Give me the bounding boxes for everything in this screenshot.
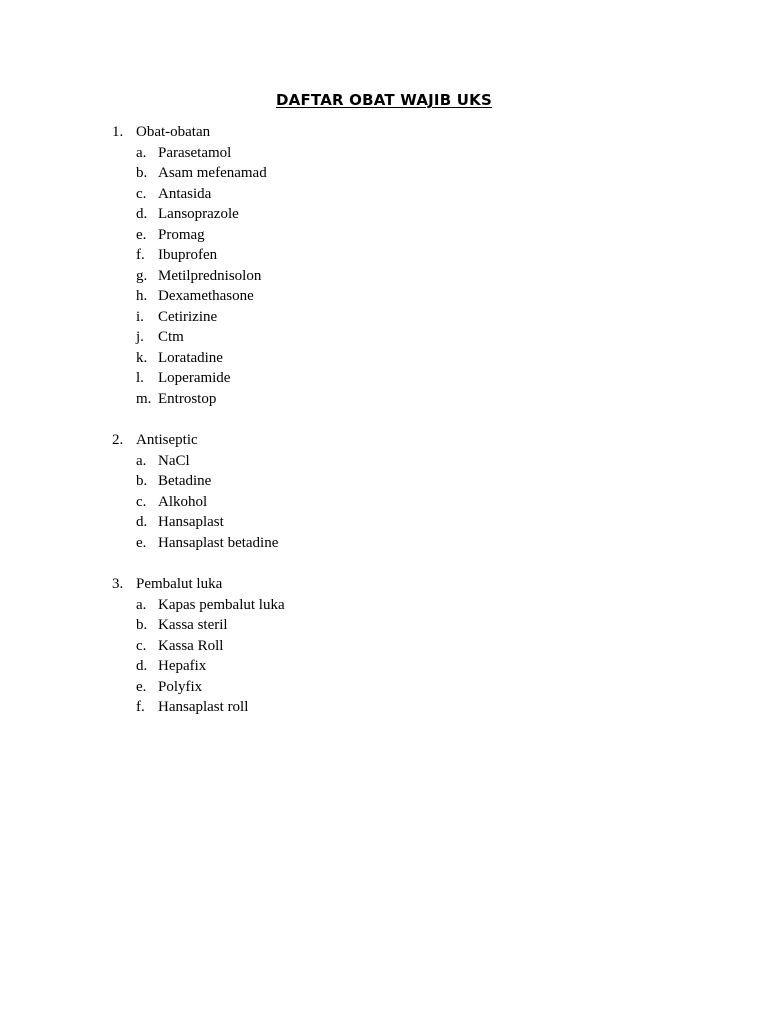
item-label: Parasetamol	[158, 144, 232, 161]
item-label: Loratadine	[158, 349, 223, 366]
list-item	[0, 389, 768, 410]
item-letter: d.	[136, 514, 148, 530]
item-label: Ctm	[158, 329, 184, 345]
section-number: 3.	[112, 576, 124, 592]
item-letter: f.	[136, 247, 145, 263]
item-letter: e.	[136, 678, 147, 695]
section-number: 1.	[112, 124, 124, 140]
item-letter: h.	[136, 288, 148, 304]
item-letter: a.	[136, 452, 147, 469]
item-label: Kassa Roll	[158, 637, 224, 654]
list-section	[0, 574, 768, 718]
item-label: Hepafix	[158, 658, 207, 674]
section-label: Pembalut luka	[136, 576, 223, 592]
section-label: Obat-obatan	[136, 124, 211, 140]
item-letter: m.	[136, 390, 152, 407]
section-heading	[0, 430, 768, 451]
item-letter: l.	[136, 370, 144, 386]
item-label: Hansaplast	[158, 514, 224, 530]
item-label: Loperamide	[158, 370, 231, 386]
item-letter: k.	[136, 349, 148, 366]
item-letter: c.	[136, 637, 147, 654]
item-label: Ibuprofen	[158, 247, 218, 263]
item-label: Promag	[158, 226, 205, 243]
item-letter: b.	[136, 473, 148, 489]
list-section	[0, 122, 768, 409]
item-letter: e.	[136, 226, 147, 243]
list-item	[0, 512, 768, 533]
section-heading	[0, 122, 768, 143]
list-item	[0, 225, 768, 246]
item-letter: i.	[136, 308, 144, 325]
item-label: Metilprednisolon	[158, 267, 262, 284]
medicine-list	[0, 122, 768, 739]
list-item	[0, 451, 768, 472]
list-item	[0, 656, 768, 677]
item-letter: d.	[136, 658, 148, 674]
item-label: Dexamethasone	[158, 288, 254, 304]
list-item	[0, 327, 768, 348]
item-letter: a.	[136, 596, 147, 613]
list-item	[0, 286, 768, 307]
section-number: 2.	[112, 432, 124, 448]
item-label: Kassa steril	[158, 617, 228, 633]
list-item	[0, 492, 768, 513]
item-label: Alkohol	[158, 493, 208, 510]
list-item	[0, 307, 768, 328]
list-item	[0, 348, 768, 369]
list-item	[0, 266, 768, 287]
list-section	[0, 430, 768, 553]
item-letter: b.	[136, 165, 148, 181]
item-label: Hansaplast roll	[158, 699, 249, 715]
list-item	[0, 595, 768, 616]
item-label: Antasida	[158, 185, 212, 202]
item-label: Polyfix	[158, 678, 203, 695]
list-item	[0, 163, 768, 184]
item-label: Betadine	[158, 473, 212, 489]
item-letter: e.	[136, 534, 147, 551]
list-item	[0, 533, 768, 554]
item-letter: f.	[136, 699, 145, 715]
item-letter: c.	[136, 493, 147, 510]
list-item	[0, 184, 768, 205]
item-letter: j.	[136, 329, 144, 345]
item-label: Kapas pembalut luka	[158, 596, 285, 613]
item-label: Asam mefenamad	[158, 165, 267, 181]
list-item	[0, 471, 768, 492]
item-label: Cetirizine	[158, 308, 218, 325]
section-heading	[0, 574, 768, 595]
item-label: Hansaplast betadine	[158, 534, 279, 551]
list-item	[0, 245, 768, 266]
list-item	[0, 697, 768, 718]
item-label: NaCl	[158, 452, 190, 469]
list-item	[0, 615, 768, 636]
list-item	[0, 204, 768, 225]
list-item	[0, 677, 768, 698]
item-label: Lansoprazole	[158, 206, 239, 222]
list-item	[0, 636, 768, 657]
item-label: Entrostop	[158, 390, 217, 407]
item-letter: g.	[136, 267, 148, 284]
list-item	[0, 368, 768, 389]
section-label: Antiseptic	[136, 432, 198, 448]
item-letter: d.	[136, 206, 148, 222]
item-letter: b.	[136, 617, 148, 633]
item-letter: a.	[136, 144, 147, 161]
item-letter: c.	[136, 185, 147, 202]
document-title: DAFTAR OBAT WAJIB UKS	[276, 91, 492, 109]
list-item	[0, 143, 768, 164]
